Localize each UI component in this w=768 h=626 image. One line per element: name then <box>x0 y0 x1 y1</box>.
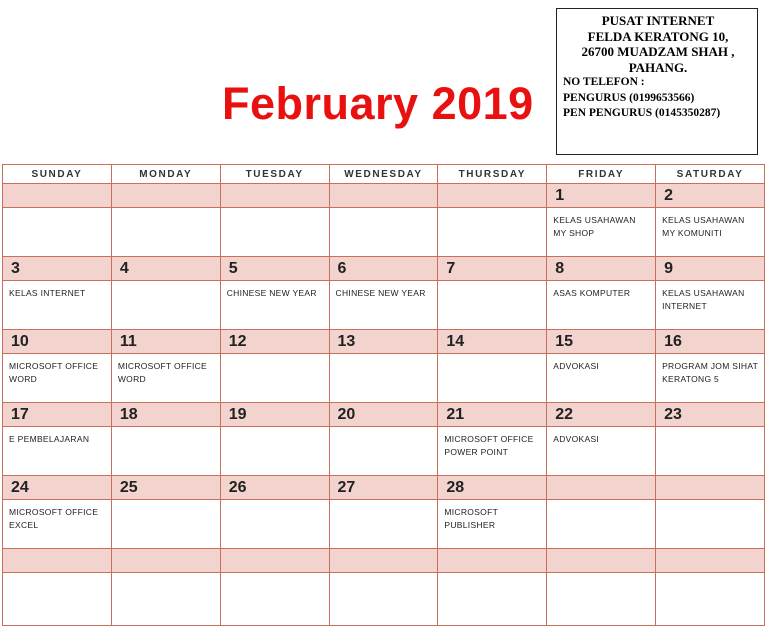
event-cell: KELAS USAHAWAN INTERNET <box>656 281 765 330</box>
date-cell: 5 <box>220 257 329 281</box>
date-cell: 28 <box>438 476 547 500</box>
event-cell <box>438 281 547 330</box>
event-cell <box>3 573 112 626</box>
date-cell: 24 <box>3 476 112 500</box>
date-cell: 11 <box>111 330 220 354</box>
weekday-header: MONDAY <box>111 165 220 184</box>
date-cell: 3 <box>3 257 112 281</box>
date-cell <box>329 184 438 208</box>
event-cell: CHINESE NEW YEAR <box>220 281 329 330</box>
weekday-header: SATURDAY <box>656 165 765 184</box>
date-cell: 21 <box>438 403 547 427</box>
event-cell: CHINESE NEW YEAR <box>329 281 438 330</box>
event-row <box>3 281 765 330</box>
event-cell <box>329 500 438 549</box>
date-cell: 8 <box>547 257 656 281</box>
event-cell <box>656 427 765 476</box>
date-cell <box>3 549 112 573</box>
event-cell <box>547 500 656 549</box>
event-row <box>3 427 765 476</box>
event-cell: E PEMBELAJARAN <box>3 427 112 476</box>
date-cell: 7 <box>438 257 547 281</box>
date-cell: 23 <box>656 403 765 427</box>
info-manager-phone: PENGURUS (0199653566) <box>563 91 695 104</box>
date-row <box>3 476 765 500</box>
date-cell: 15 <box>547 330 656 354</box>
page-title: February 2019 <box>222 78 534 129</box>
event-cell <box>329 573 438 626</box>
date-cell: 4 <box>111 257 220 281</box>
date-cell <box>656 476 765 500</box>
date-cell: 6 <box>329 257 438 281</box>
date-cell <box>3 184 112 208</box>
event-cell <box>111 281 220 330</box>
event-cell: KELAS USAHAWAN MY KOMUNITI <box>656 208 765 257</box>
date-cell: 1 <box>547 184 656 208</box>
event-cell <box>111 427 220 476</box>
date-cell: 2 <box>656 184 765 208</box>
event-cell: PROGRAM JOM SIHAT KERATONG 5 <box>656 354 765 403</box>
date-cell: 26 <box>220 476 329 500</box>
date-cell: 25 <box>111 476 220 500</box>
event-cell: MICROSOFT OFFICE WORD <box>3 354 112 403</box>
event-cell <box>220 427 329 476</box>
event-cell <box>438 208 547 257</box>
weekday-header: FRIDAY <box>547 165 656 184</box>
event-cell <box>111 573 220 626</box>
date-cell: 9 <box>656 257 765 281</box>
date-cell: 19 <box>220 403 329 427</box>
date-cell <box>547 476 656 500</box>
event-cell <box>438 354 547 403</box>
info-center-name: PUSAT INTERNET <box>601 13 715 28</box>
date-cell: 18 <box>111 403 220 427</box>
event-cell: KELAS USAHAWAN MY SHOP <box>547 208 656 257</box>
date-cell: 27 <box>329 476 438 500</box>
weekday-header: TUESDAY <box>220 165 329 184</box>
event-cell: MICROSOFT PUBLISHER <box>438 500 547 549</box>
event-cell <box>220 500 329 549</box>
info-assistant-manager-phone: PEN PENGURUS (0145350287) <box>563 107 721 119</box>
event-cell <box>220 208 329 257</box>
date-cell <box>220 184 329 208</box>
date-cell: 12 <box>220 330 329 354</box>
event-cell: ADVOKASI <box>547 427 656 476</box>
date-cell <box>438 184 547 208</box>
event-cell <box>220 354 329 403</box>
event-cell <box>111 500 220 549</box>
date-cell: 20 <box>329 403 438 427</box>
date-cell: 13 <box>329 330 438 354</box>
date-cell <box>656 549 765 573</box>
date-cell: 22 <box>547 403 656 427</box>
date-cell <box>438 549 547 573</box>
event-cell: MICROSOFT OFFICE WORD <box>111 354 220 403</box>
event-cell: KELAS INTERNET <box>3 281 112 330</box>
weekday-header: SUNDAY <box>3 165 112 184</box>
date-cell: 14 <box>438 330 547 354</box>
event-cell <box>111 208 220 257</box>
event-cell <box>329 427 438 476</box>
date-row <box>3 330 765 354</box>
event-cell: MICROSOFT OFFICE EXCEL <box>3 500 112 549</box>
event-cell: ASAS KOMPUTER <box>547 281 656 330</box>
weekday-header: THURSDAY <box>438 165 547 184</box>
calendar-grid <box>2 164 765 626</box>
event-cell <box>656 573 765 626</box>
info-address-line: FELDA KERATONG 10, <box>587 28 729 44</box>
info-state-line: PAHANG. <box>628 59 688 75</box>
event-row <box>3 573 765 626</box>
event-cell <box>329 354 438 403</box>
date-row <box>3 549 765 573</box>
event-row <box>3 500 765 549</box>
weekday-header-row <box>3 165 765 184</box>
event-cell <box>220 573 329 626</box>
date-cell <box>111 184 220 208</box>
info-phone-label: NO TELEFON : <box>563 76 645 88</box>
date-cell <box>329 549 438 573</box>
event-row <box>3 354 765 403</box>
date-cell <box>111 549 220 573</box>
date-cell: 17 <box>3 403 112 427</box>
event-row <box>3 208 765 257</box>
date-cell: 10 <box>3 330 112 354</box>
date-cell <box>547 549 656 573</box>
event-cell <box>3 208 112 257</box>
event-cell <box>656 500 765 549</box>
date-cell <box>220 549 329 573</box>
date-row <box>3 403 765 427</box>
contact-info-box <box>556 8 758 155</box>
event-cell <box>547 573 656 626</box>
date-row <box>3 257 765 281</box>
event-cell: ADVOKASI <box>547 354 656 403</box>
event-cell <box>438 573 547 626</box>
info-postcode-line: 26700 MUADZAM SHAH , <box>581 44 735 59</box>
event-cell: MICROSOFT OFFICE POWER POINT <box>438 427 547 476</box>
date-row <box>3 184 765 208</box>
event-cell <box>329 208 438 257</box>
weekday-header: WEDNESDAY <box>329 165 438 184</box>
date-cell: 16 <box>656 330 765 354</box>
